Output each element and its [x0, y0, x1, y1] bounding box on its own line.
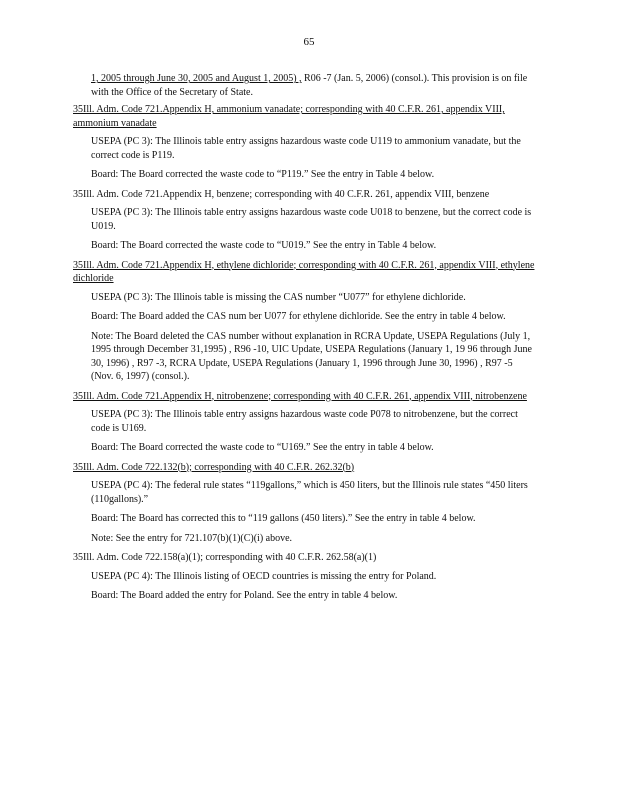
paragraph-label: USEPA (PC 3):	[91, 409, 156, 420]
paragraph-text: The Illinois table entry assigns hazardous waste code P078 to nitrobenzene, but the correct code is U169.	[91, 409, 518, 434]
entry-paragraph	[73, 291, 536, 305]
entry-paragraph	[73, 310, 536, 324]
entry-paragraph	[73, 330, 536, 384]
comment-entry	[73, 461, 536, 546]
comment-entry	[73, 103, 536, 182]
paragraph-text: The Illinois table entry assigns hazardous waste code U119 to ammonium vanadate, but the correct code is P119.	[91, 136, 521, 161]
paragraph-text: The Board added the entry for Poland. See the entry in table 4 below.	[120, 590, 398, 601]
document-body	[73, 72, 536, 609]
paragraph-text: The Illinois table is missing the CAS number “U077” for ethylene dichloride.	[155, 291, 466, 303]
paragraph-label: Board:	[91, 169, 121, 180]
page-number: 65	[303, 36, 315, 48]
entry-paragraph	[73, 441, 536, 455]
entry-heading: 35Ill. Adm. Code 721.Appendix H, nitrobenzene; corresponding with 40 C.F.R. 261, appendix VIII, nitrobenzene	[73, 390, 527, 402]
paragraph-text: The Illinois listing of OECD countries is missing the entry for Poland.	[155, 570, 437, 582]
paragraph-label: Board:	[91, 590, 121, 601]
entry-paragraph	[73, 168, 536, 182]
entry-paragraph	[73, 512, 536, 526]
paragraph-label: USEPA (PC 3):	[91, 136, 156, 147]
paragraph-text: The Board added the CAS num ber U077 for ethylene dichloride. See the entry in table 4 below.	[120, 311, 506, 322]
entry-paragraph	[73, 589, 536, 603]
paragraph-text: The Board deleted the CAS number without explanation in RCRA Update, USEPA Regulations (July 1, 1995 through December 31,1995) , R96 -10, UIC Update, USEPA Regulations (January 1, 19 96 through June 30, 1996) , R97 -3, RCRA Update, USEPA Regulations (January 1, 1996 through June 30, 1996) , R97 -5 (Nov. 6, 1997) (consol.).	[91, 330, 532, 382]
paragraph-text: The Board has corrected this to “119 gallons (450 liters).” See the entry in table 4 below.	[120, 513, 476, 524]
paragraph-label: Note:	[91, 532, 116, 544]
comment-entry	[73, 259, 536, 384]
paragraph-label: USEPA (PC 3):	[91, 291, 156, 303]
entry-paragraph	[73, 206, 536, 233]
paragraph-text: See the entry for 721.107(b)(1)(C)(i) above.	[115, 532, 293, 544]
entry-paragraph	[73, 532, 536, 546]
entry-heading: 35Ill. Adm. Code 721.Appendix H, ammonium vanadate; corresponding with 40 C.F.R. 261, appendix VIII, ammonium vanadate	[73, 104, 505, 129]
entry-paragraph	[73, 135, 536, 162]
paragraph-label: Board:	[91, 311, 121, 322]
entry-heading: 35Ill. Adm. Code 721.Appendix H, ethylene dichloride; corresponding with 40 C.F.R. 261, appendix VIII, ethylene dichloride	[73, 259, 535, 284]
comment-entry	[73, 188, 536, 253]
entry-paragraph	[73, 479, 536, 506]
continuation-underlined-text: 1, 2005 through June 30, 2005 and August 1, 2005) ,	[91, 73, 302, 84]
paragraph-text: The Illinois table entry assigns hazardous waste code U018 to benzene, but the correct code is U019.	[91, 207, 532, 232]
comment-entries	[73, 103, 536, 603]
paragraph-label: Board:	[91, 513, 121, 524]
entry-paragraph	[73, 239, 536, 253]
comment-entry	[73, 551, 536, 603]
entry-paragraph	[73, 408, 536, 435]
paragraph-label: USEPA (PC 3):	[91, 207, 156, 218]
entry-heading: 35Ill. Adm. Code 722.132(b); corresponding with 40 C.F.R. 262.32(b)	[73, 461, 355, 473]
paragraph-text: The Board corrected the waste code to “U019.” See the entry in Table 4 below.	[120, 240, 437, 251]
continuation-text: R06 -7 (Jan. 5, 2006) (consol.). This provision is on file with the Office of the Secretary of State.	[91, 73, 528, 98]
paragraph-label: USEPA (PC 4):	[91, 570, 156, 582]
continuation-paragraph	[73, 72, 536, 99]
paragraph-label: Board:	[91, 240, 121, 251]
paragraph-text: The Board corrected the waste code to “P119.” See the entry in Table 4 below.	[120, 169, 435, 180]
paragraph-text: The Board corrected the waste code to “U169.” See the entry in table 4 below.	[120, 442, 434, 453]
paragraph-text: The federal rule states “119gallons,” which is 450 liters, but the Illinois rule states “450 liters (110gallons).”	[91, 480, 528, 505]
entry-heading: 35Ill. Adm. Code 721.Appendix H, benzene; corresponding with 40 C.F.R. 261, appendix VIII, benzene	[73, 188, 490, 200]
entry-heading: 35Ill. Adm. Code 722.158(a)(1); corresponding with 40 C.F.R. 262.58(a)(1)	[73, 552, 377, 563]
paragraph-label: Board:	[91, 442, 121, 453]
paragraph-label: Note:	[91, 330, 116, 342]
entry-paragraph	[73, 570, 536, 584]
comment-entry	[73, 390, 536, 455]
paragraph-label: USEPA (PC 4):	[91, 480, 156, 491]
